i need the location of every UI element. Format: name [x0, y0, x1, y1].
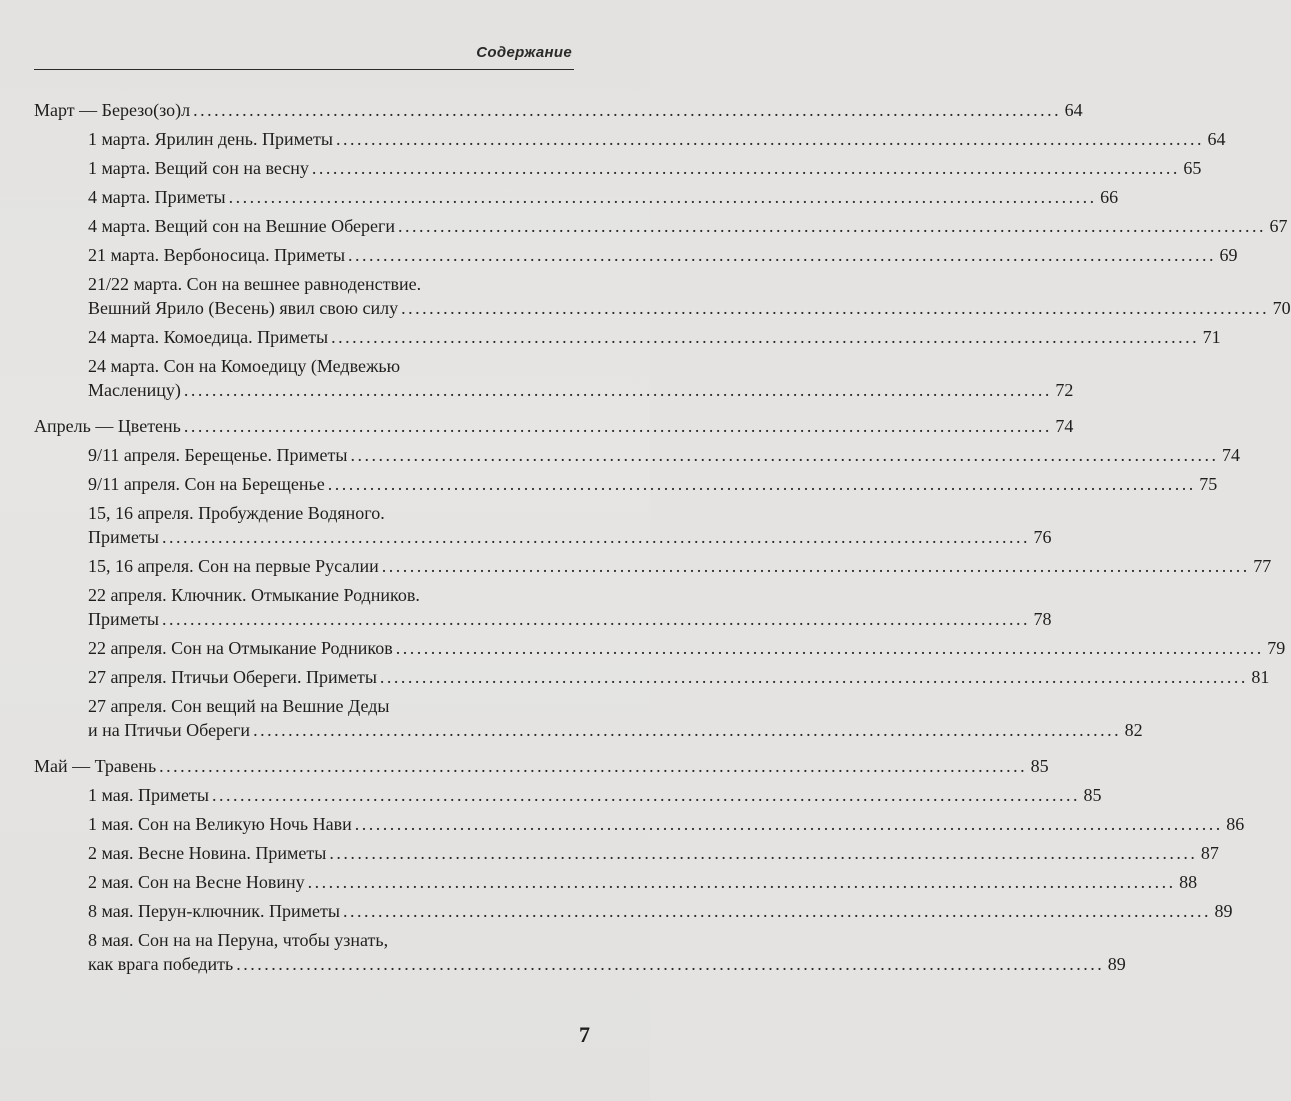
- entry-page: 65: [1183, 158, 1202, 178]
- entry-title-line: 15, 16 апреля. Пробуждение Водяного.: [88, 503, 385, 523]
- entry-page: 89: [1107, 954, 1126, 974]
- entry-title-line: 8 мая. Сон на на Перуна, чтобы узнать,: [88, 930, 389, 950]
- dot-leader: [380, 665, 1245, 689]
- entry-title-line: 24 марта. Сон на Комоедицу (Медвежью: [88, 356, 401, 376]
- dot-leader: [328, 472, 1193, 496]
- dot-leader: [329, 841, 1194, 865]
- dot-leader: [159, 754, 1024, 778]
- toc-entry: [34, 665, 1270, 689]
- toc-entry: [34, 812, 1245, 836]
- entry-page: 72: [1055, 380, 1074, 400]
- dot-leader: [184, 414, 1049, 438]
- toc-entry: [34, 636, 1286, 660]
- entry-title: 24 марта. Комоедица. Приметы: [88, 327, 329, 347]
- toc-entry: [34, 783, 1102, 807]
- toc-entry: [34, 501, 1052, 549]
- entry-page: 70: [1272, 298, 1291, 318]
- dot-leader: [398, 214, 1263, 238]
- toc-entry: [34, 870, 1198, 894]
- section-title: Апрель — Цветень: [34, 416, 181, 436]
- entry-page: 76: [1033, 527, 1052, 547]
- dot-leader: [229, 185, 1094, 209]
- toc-section-heading: [34, 754, 1049, 778]
- entry-title-line: как врага победить: [88, 954, 234, 974]
- entry-page: 87: [1200, 843, 1219, 863]
- toc-entry: [34, 841, 1219, 865]
- entry-title: 15, 16 апреля. Сон на первые Русалии: [88, 556, 379, 576]
- toc-entry: [34, 156, 1202, 180]
- entry-page: 67: [1269, 216, 1288, 236]
- section-page: 74: [1055, 416, 1074, 436]
- toc-entry: [34, 214, 1288, 238]
- dot-leader: [382, 554, 1247, 578]
- entry-title: 4 марта. Вещий сон на Вешние Обереги: [88, 216, 395, 236]
- entry-page: 78: [1033, 609, 1052, 629]
- toc-section: [34, 98, 1291, 402]
- dot-leader: [343, 899, 1208, 923]
- dot-leader: [236, 952, 1101, 976]
- toc-entry: [34, 583, 1052, 631]
- entry-page: 74: [1221, 445, 1240, 465]
- entry-page: 66: [1100, 187, 1119, 207]
- entry-title-line: Масленицу): [88, 380, 181, 400]
- dot-leader: [331, 325, 1196, 349]
- dot-leader: [396, 636, 1261, 660]
- toc-entry: [34, 443, 1240, 467]
- toc-entry: [34, 325, 1221, 349]
- entry-page: 86: [1226, 814, 1245, 834]
- toc-entry: [34, 899, 1233, 923]
- dot-leader: [312, 156, 1177, 180]
- entry-title-line: 27 апреля. Сон вещий на Вешние Деды: [88, 696, 390, 716]
- entry-page: 89: [1214, 901, 1233, 921]
- entry-title: 21 марта. Вербоносица. Приметы: [88, 245, 346, 265]
- toc-entry: [34, 272, 1291, 320]
- section-page: 64: [1064, 100, 1083, 120]
- entry-title: 4 марта. Приметы: [88, 187, 226, 207]
- entry-page: 64: [1207, 129, 1226, 149]
- entry-title-line: Вешний Ярило (Весень) явил свою силу: [88, 298, 399, 318]
- page-number: 7: [579, 1022, 590, 1047]
- entry-title: 1 марта. Вещий сон на весну: [88, 158, 309, 178]
- entry-title-line: 22 апреля. Ключник. Отмыкание Родников.: [88, 585, 420, 605]
- entry-page: 82: [1124, 720, 1143, 740]
- entry-page: 75: [1199, 474, 1218, 494]
- dot-leader: [348, 243, 1213, 267]
- running-head: Содержание: [476, 44, 572, 61]
- section-page: 85: [1030, 756, 1049, 776]
- dot-leader: [212, 783, 1077, 807]
- toc-entry: [34, 243, 1238, 267]
- dot-leader: [350, 443, 1215, 467]
- entry-title: 22 апреля. Сон на Отмыкание Родников: [88, 638, 393, 658]
- dot-leader: [336, 127, 1201, 151]
- entry-page: 79: [1267, 638, 1286, 658]
- entry-title: 1 марта. Ярилин день. Приметы: [88, 129, 333, 149]
- entry-title: 2 мая. Сон на Весне Новину: [88, 872, 305, 892]
- toc-section-heading: [34, 98, 1083, 122]
- entry-title: 9/11 апреля. Сон на Берещенье: [88, 474, 325, 494]
- toc-entry: [34, 928, 1126, 976]
- toc-entry: [34, 694, 1143, 742]
- entry-title: 1 мая. Приметы: [88, 785, 210, 805]
- entry-page: 77: [1253, 556, 1272, 576]
- entry-title-line: и на Птичьи Обереги: [88, 720, 251, 740]
- entry-page: 71: [1202, 327, 1221, 347]
- toc-section: [34, 414, 1286, 742]
- toc-section-heading: [34, 414, 1074, 438]
- toc-entry: [34, 185, 1119, 209]
- dot-leader: [193, 98, 1058, 122]
- dot-leader: [162, 607, 1027, 631]
- dot-leader: [253, 718, 1118, 742]
- entry-title: 27 апреля. Птичьи Обереги. Приметы: [88, 667, 377, 687]
- entry-page: 81: [1251, 667, 1270, 687]
- section-title: Май — Травень: [34, 756, 157, 776]
- entry-title-line: 21/22 марта. Сон на вешнее равноденствие.: [88, 274, 422, 294]
- header-rule: [34, 69, 574, 70]
- entry-title: 9/11 апреля. Берещенье. Приметы: [88, 445, 348, 465]
- dot-leader: [184, 378, 1049, 402]
- entry-page: 88: [1179, 872, 1198, 892]
- toc-entry: [34, 554, 1272, 578]
- dot-leader: [308, 870, 1173, 894]
- toc-entry: [34, 354, 1074, 402]
- entry-title: 1 мая. Сон на Великую Ночь Нави: [88, 814, 352, 834]
- entry-title: 8 мая. Перун-ключник. Приметы: [88, 901, 340, 921]
- table-of-contents: [34, 98, 1291, 988]
- entry-page: 85: [1083, 785, 1102, 805]
- toc-entry: [34, 472, 1218, 496]
- dot-leader: [401, 296, 1266, 320]
- dot-leader: [355, 812, 1220, 836]
- toc-section: [34, 754, 1245, 976]
- entry-title-line: Приметы: [88, 527, 159, 547]
- entry-title: 2 мая. Весне Новина. Приметы: [88, 843, 327, 863]
- toc-entry: [34, 127, 1226, 151]
- entry-page: 69: [1219, 245, 1238, 265]
- dot-leader: [162, 525, 1027, 549]
- entry-title-line: Приметы: [88, 609, 159, 629]
- section-title: Март — Березо(зо)л: [34, 100, 191, 120]
